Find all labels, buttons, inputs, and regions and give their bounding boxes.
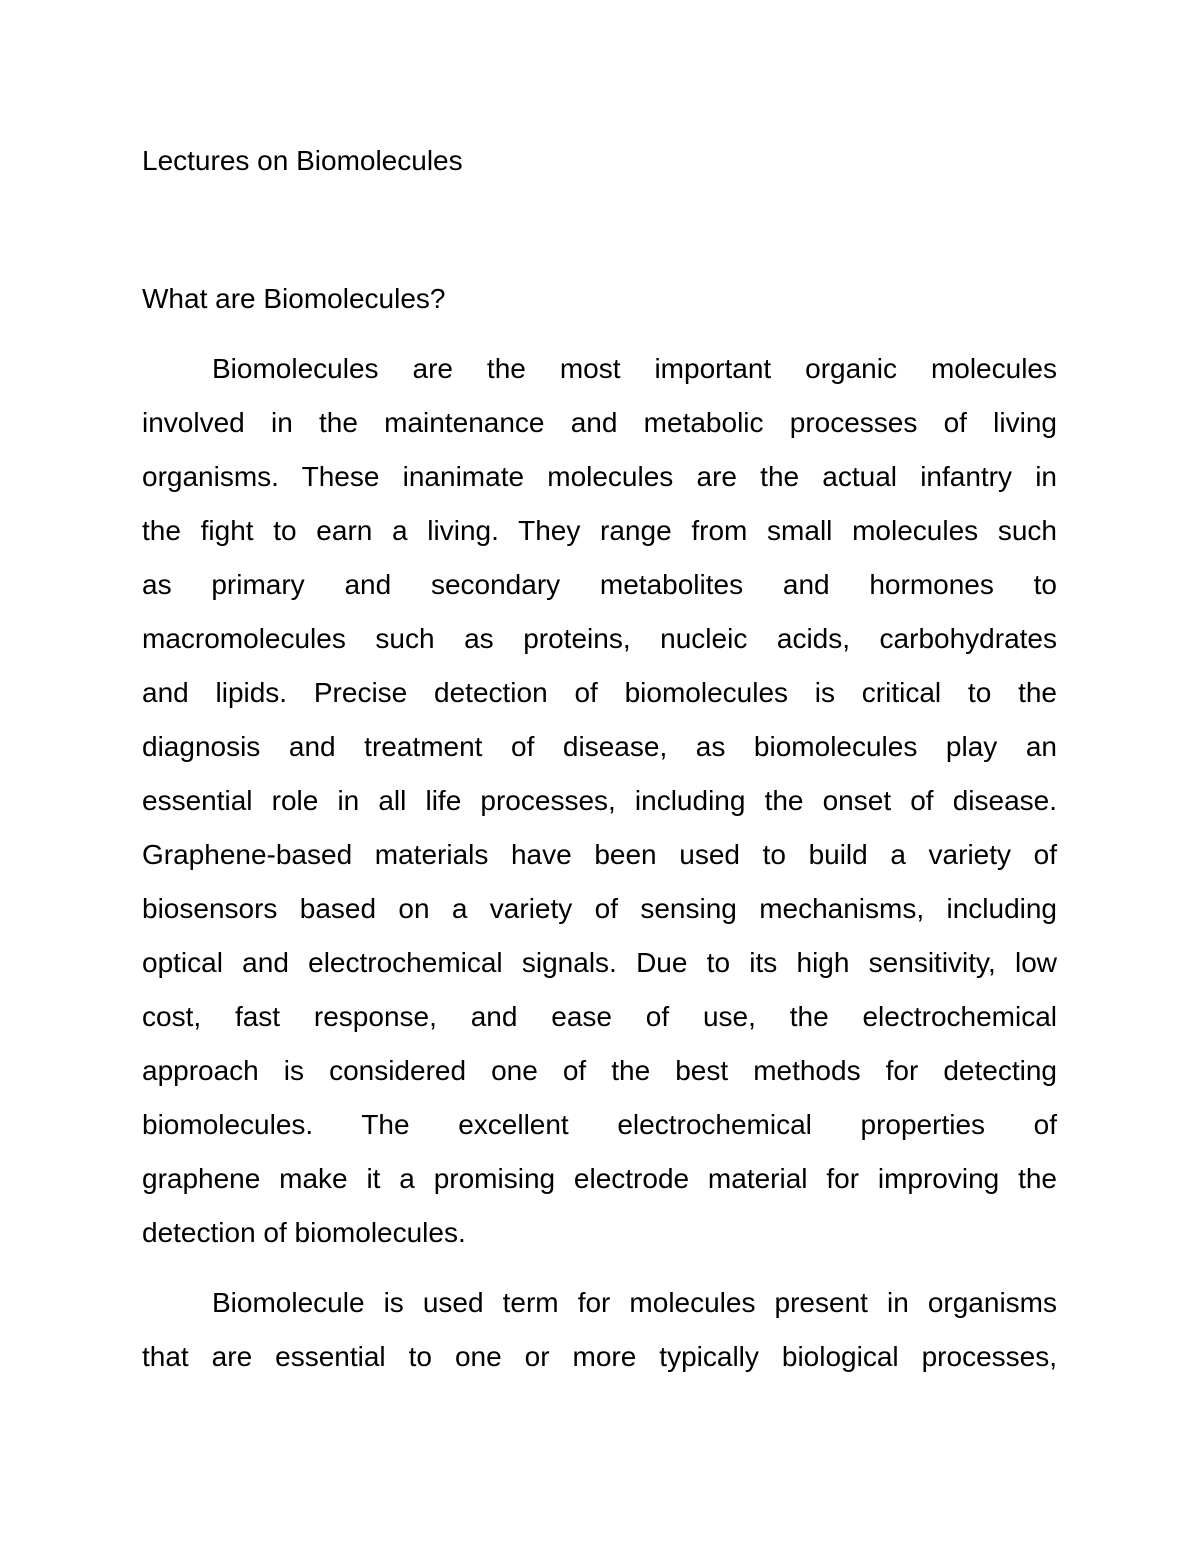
paragraph-1-line-13: cost, fast response, and ease of use, the electrochemical xyxy=(142,1001,1057,1032)
document-title: Lectures on Biomolecules xyxy=(142,145,463,176)
paragraph-1-line-3: organisms. These inanimate molecules are the actual infantry in xyxy=(142,461,1057,492)
paragraph-1-line-10: Graphene-based materials have been used to build a variety of xyxy=(142,839,1057,870)
paragraph-1-line-1: Biomolecules are the most important organic molecules xyxy=(212,353,1057,384)
paragraph-1-line-4: the fight to earn a living. They range from small molecules such xyxy=(142,515,1057,546)
paragraph-1-line-12: optical and electrochemical signals. Due to its high sensitivity, low xyxy=(142,947,1057,978)
paragraph-1-line-16: graphene make it a promising electrode material for improving the xyxy=(142,1163,1057,1194)
paragraph-1-line-8: diagnosis and treatment of disease, as biomolecules play an xyxy=(142,731,1057,762)
paragraph-1-line-5: as primary and secondary metabolites and hormones to xyxy=(142,569,1057,600)
paragraph-1-line-9: essential role in all life processes, including the onset of disease. xyxy=(142,785,1057,816)
paragraph-1-line-15: biomolecules. The excellent electrochemical properties of xyxy=(142,1109,1057,1140)
paragraph-1-line-2: involved in the maintenance and metabolic processes of living xyxy=(142,407,1057,438)
paragraph-1-line-17: detection of biomolecules. xyxy=(142,1217,466,1248)
paragraph-1-line-11: biosensors based on a variety of sensing mechanisms, including xyxy=(142,893,1057,924)
paragraph-1-line-7: and lipids. Precise detection of biomolecules is critical to the xyxy=(142,677,1057,708)
paragraph-1-line-6: macromolecules such as proteins, nucleic acids, carbohydrates xyxy=(142,623,1057,654)
paragraph-2-line-2: that are essential to one or more typically biological processes, xyxy=(142,1341,1057,1372)
paragraph-1-line-14: approach is considered one of the best methods for detecting xyxy=(142,1055,1057,1086)
section-heading: What are Biomolecules? xyxy=(142,283,446,314)
paragraph-2-line-1: Biomolecule is used term for molecules present in organisms xyxy=(212,1287,1057,1318)
